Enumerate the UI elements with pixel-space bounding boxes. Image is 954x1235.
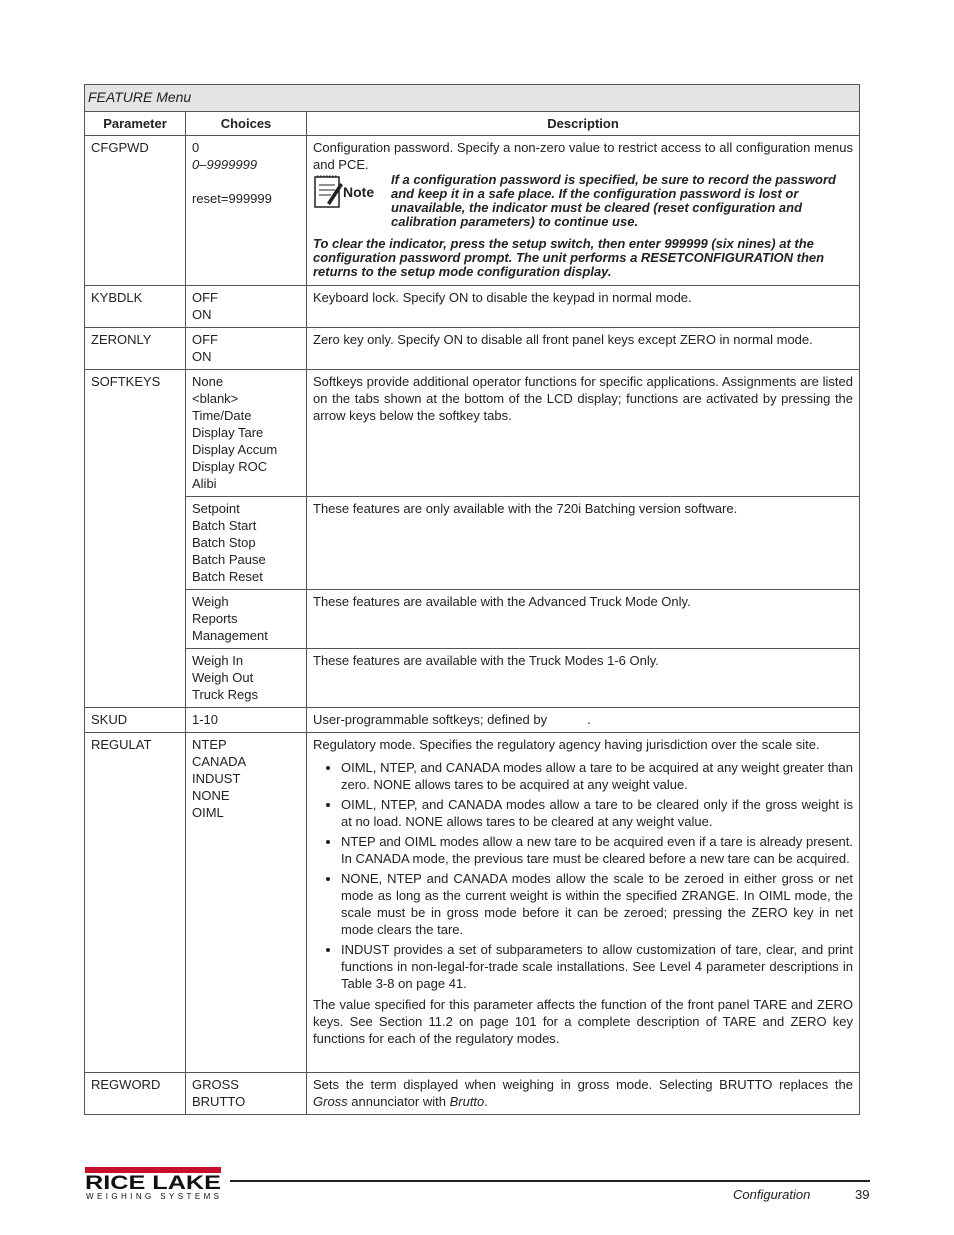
list-item: • INDUST provides a set of subparameters to allow customization of tare, clear, and print functions in non-legal-for-trade scale installations. See Level 4 parameter descriptions in Table 3-8 on page 41. <box>341 941 853 992</box>
description-cell: Sets the term displayed when weighing in gross mode. Selecting BRUTTO replaces the Gross annunciator with Brutto. <box>307 1073 860 1115</box>
choices-cell <box>186 649 307 708</box>
list-item: • OIML, NTEP, and CANADA modes allow a tare to be acquired at any weight greater than zero. NONE allows tares to be acquired at any weight value. <box>341 759 853 793</box>
rice-lake-logo <box>85 1167 221 1200</box>
description-cell: Keyboard lock. Specify ON to disable the keypad in normal mode. <box>307 286 860 328</box>
table-row <box>85 733 860 1073</box>
choice: GROSS <box>192 1077 239 1092</box>
table-row <box>85 708 860 733</box>
logo-bottom-text: WEIGHING SYSTEMS <box>86 1192 219 1200</box>
header-choices: Choices <box>186 112 307 136</box>
choices-cell <box>186 1073 307 1115</box>
description-cell <box>307 733 860 1073</box>
choices-cell <box>186 328 307 370</box>
footer-section-title: Configuration <box>733 1187 811 1202</box>
description-cell: Softkeys provide additional operator functions for specific applications. Assignments are listed on the tabs shown at the bottom of the LCD display; functions are activated by pressing the arrow keys below the softkey tabs. <box>307 370 860 497</box>
list-item: • NONE, NTEP and CANADA modes allow the scale to be zeroed in either gross or net mode as long as the current weight is within the specified ZRANGE. In OIML mode, the scale must be in gross mode before it can be zeroed; pressing the ZERO key in net mode clears the tare. <box>341 870 853 938</box>
param-cell: SOFTKEYS <box>85 370 186 708</box>
choice: OIML <box>192 805 224 820</box>
choice: 0 <box>192 140 200 155</box>
choice: Alibi <box>192 476 217 491</box>
page-number: 39 <box>855 1187 870 1202</box>
choice: NTEP <box>192 737 227 752</box>
table-row <box>85 286 860 328</box>
logo-top-text: RICE LAKE <box>85 1173 221 1194</box>
choice: Batch Start <box>192 518 257 533</box>
param-cell: CFGPWD <box>85 136 186 286</box>
choice: OFF <box>192 332 218 347</box>
choice: <blank> <box>192 391 239 406</box>
choice: Batch Pause <box>192 552 266 567</box>
list-item: • NTEP and OIML modes allow a new tare to be acquired even if a tare is already present. In CANADA mode, the previous tare must be cleared before a new tare can be acquired. <box>341 833 853 867</box>
choice: CANADA <box>192 754 247 769</box>
choices-cell <box>186 590 307 649</box>
table-row <box>85 1073 860 1115</box>
description-cell: These features are available with the Truck Modes 1-6 Only. <box>307 649 860 708</box>
choice: Batch Stop <box>192 535 256 550</box>
choice: Management <box>192 628 268 643</box>
table-row <box>85 136 860 286</box>
bullet-list <box>313 759 853 992</box>
choice: Truck Regs <box>192 687 258 702</box>
choice: Batch Reset <box>192 569 263 584</box>
choice: ON <box>192 349 212 364</box>
description-text: The value specified for this parameter affects the function of the front panel TARE and ZERO keys. See Section 11.2 on page 101 for a complete description of TARE and ZERO key functions for each of the regulatory modes. <box>313 997 854 1046</box>
choice: Display ROC <box>192 459 268 474</box>
choice: None <box>192 374 224 389</box>
choice: Reports <box>192 611 238 626</box>
header-description: Description <box>307 112 860 136</box>
description-cell <box>307 136 860 286</box>
choice: Display Accum <box>192 442 278 457</box>
choice: BRUTTO <box>192 1094 246 1109</box>
description-cell: Zero key only. Specify ON to disable all front panel keys except ZERO in normal mode. <box>307 328 860 370</box>
note-block <box>313 173 853 229</box>
param-cell: KYBDLK <box>85 286 186 328</box>
note-text: If a configuration password is specified, be sure to record the password and keep it in a safe place. If the configuration password is lost or unavailable, the indicator must be cleared (reset configuration and calibration parameters) to continue use. <box>391 172 836 229</box>
table-row <box>85 497 860 590</box>
description-text: User-programmable softkeys; defined by <box>313 712 548 727</box>
choice: ON <box>192 307 212 322</box>
table-row <box>85 590 860 649</box>
table-row <box>85 649 860 708</box>
table-title: FEATURE Menu <box>85 85 860 112</box>
footer-rule <box>230 1180 870 1182</box>
description-text: Regulatory mode. Specifies the regulatory agency having jurisdiction over the scale site. <box>313 737 820 752</box>
choices-cell <box>186 136 307 286</box>
param-cell: REGULAT <box>85 733 186 1073</box>
clear-instructions: To clear the indicator, press the setup switch, then enter 999999 (six nines) at the configuration password prompt. The unit performs a RESETCONFIGURATION then returns to the setup mode configuration display. <box>313 236 825 279</box>
choice: Setpoint <box>192 501 240 516</box>
note-icon <box>313 173 391 229</box>
choices-cell <box>186 497 307 590</box>
choice: Weigh <box>192 594 229 609</box>
param-cell: REGWORD <box>85 1073 186 1115</box>
choices-cell <box>186 370 307 497</box>
list-item: • OIML, NTEP, and CANADA modes allow a tare to be cleared only if the gross weight is at no load. NONE allows tares to be cleared at any weight value. <box>341 796 853 830</box>
header-row <box>85 112 860 136</box>
description-cell: These features are only available with the 720i Batching version software. <box>307 497 860 590</box>
choice: Weigh Out <box>192 670 254 685</box>
choice: INDUST <box>192 771 241 786</box>
choice: OFF <box>192 290 218 305</box>
description-cell: User-programmable softkeys; defined by . <box>307 708 860 733</box>
table-row <box>85 328 860 370</box>
choices-cell <box>186 733 307 1073</box>
param-cell: ZERONLY <box>85 328 186 370</box>
feature-menu-table <box>84 84 860 1115</box>
choice: 0–9999999 <box>192 157 258 172</box>
param-cell: SKUD <box>85 708 186 733</box>
choices-cell <box>186 286 307 328</box>
choice: Weigh In <box>192 653 244 668</box>
note-label: Note <box>343 184 375 200</box>
header-parameter: Parameter <box>85 112 186 136</box>
table-row <box>85 370 860 497</box>
description-cell: These features are available with the Advanced Truck Mode Only. <box>307 590 860 649</box>
description-text: Configuration password. Specify a non-zero value to restrict access to all configuration menus and PCE. <box>313 140 854 172</box>
choice: reset=999999 <box>192 191 272 206</box>
choice: Time/Date <box>192 408 252 423</box>
choices-cell: 1-10 <box>186 708 307 733</box>
choice: Display Tare <box>192 425 264 440</box>
choice: NONE <box>192 788 230 803</box>
